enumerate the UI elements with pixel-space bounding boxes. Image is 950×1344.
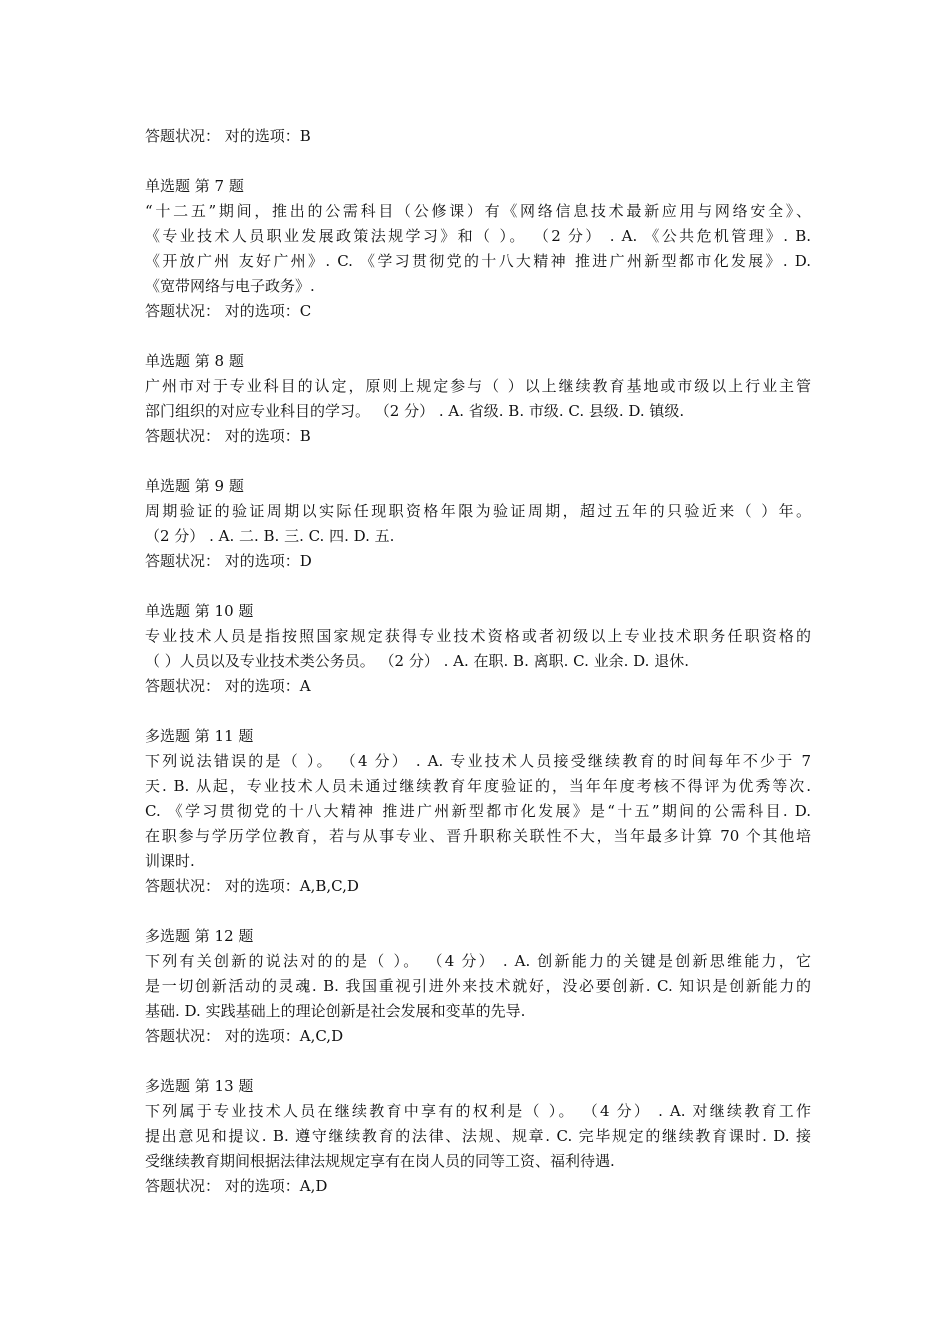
question-block: [145, 349, 811, 449]
question-text-line: 基础. D. 实践基础上的理论创新是社会发展和变革的先导.: [145, 1002, 526, 1020]
spacer: [145, 899, 811, 924]
answer-status: 答题状况： 对的选项：A,B,C,D: [145, 877, 359, 895]
spacer: [145, 149, 811, 174]
question-text-line: 《开放广州 友好广州》. C. 《学习贯彻党的十八大精神 推进广州新型都市化发展》. D.: [145, 252, 811, 270]
answer-status: 答题状况： 对的选项：A,C,D: [145, 1027, 344, 1045]
question-text-line: 提出意见和提议. B. 遵守继续教育的法律、法规、规章. C. 完毕规定的继续教育课时. D. 接: [145, 1127, 811, 1145]
question-header: 单选题 第 8 题: [145, 352, 244, 370]
question-block: [145, 599, 811, 699]
spacer: [145, 1049, 811, 1074]
question-text-line: （ ）人员以及专业技术类公务员。 （2 分） . A. 在职. B. 离职. C. 业余. D. 退休.: [145, 652, 689, 670]
answer-status: 答题状况： 对的选项：A: [145, 677, 311, 695]
answer-status: 答题状况： 对的选项：B: [145, 127, 311, 145]
question-text-line: 受继续教育期间根据法律法规规定享有在岗人员的同等工资、福利待遇.: [145, 1152, 615, 1170]
question-block: [145, 924, 811, 1049]
question-text-line: 《宽带网络与电子政务》.: [145, 277, 315, 295]
answer-status: 答题状况： 对的选项：B: [145, 427, 311, 445]
question-block: [145, 474, 811, 574]
question-block: [145, 1074, 811, 1199]
question-text-line: 是一切创新活动的灵魂. B. 我国重视引进外来技术就好，没必要创新. C. 知识是创新能力的: [145, 977, 811, 995]
question-header: 多选题 第 12 题: [145, 927, 254, 945]
question-header: 多选题 第 13 题: [145, 1077, 254, 1095]
question-text-line: 部门组织的对应专业科目的学习。 （2 分） . A. 省级. B. 市级. C. 县级. D. 镇级.: [145, 402, 685, 420]
question-text-line: 天. B. 从起，专业技术人员未通过继续教育年度验证的，当年年度考核不得评为优秀等次.: [145, 777, 811, 795]
question-text-line: 周期验证的验证周期以实际任现职资格年限为验证周期，超过五年的只验近来（ ）年。: [145, 502, 811, 520]
answer-status: 答题状况： 对的选项：C: [145, 302, 312, 320]
question-text-line: 下列有关创新的说法对的的是（ ）。 （4 分） . A. 创新能力的关键是创新思维能力，它: [145, 952, 811, 970]
question-header: 多选题 第 11 题: [145, 727, 254, 745]
question-block: [145, 174, 811, 324]
spacer: [145, 324, 811, 349]
question-text-line: 《专业技术人员职业发展政策法规学习》和（ ）。 （2 分） . A. 《公共危机管理》. B.: [145, 227, 811, 245]
answer-status: 答题状况： 对的选项：D: [145, 552, 312, 570]
question-header: 单选题 第 10 题: [145, 602, 254, 620]
spacer: [145, 449, 811, 474]
question-header: 单选题 第 7 题: [145, 177, 244, 195]
document-page: [145, 124, 811, 1199]
question-text-line: 下列属于专业技术人员在继续教育中享有的权利是（ ）。 （4 分） . A. 对继续教育工作: [145, 1102, 811, 1120]
question-text-line: 在职参与学历学位教育，若与从事专业、晋升职称关联性不大，当年最多计算 70 个其他培: [145, 827, 811, 845]
question-text-line: 专业技术人员是指按照国家规定获得专业技术资格或者初级以上专业技术职务任职资格的: [145, 627, 811, 645]
answer-status: 答题状况： 对的选项：A,D: [145, 1177, 328, 1195]
question-text-line: 训课时.: [145, 852, 195, 870]
question-text-line: （2 分） . A. 二. B. 三. C. 四. D. 五.: [145, 527, 395, 545]
question-block: [145, 724, 811, 899]
spacer: [145, 699, 811, 724]
question-text-line: 下列说法错误的是（ ）。 （4 分） . A. 专业技术人员接受继续教育的时间每年不少于 7: [145, 752, 811, 770]
question-text-line: 广州市对于专业科目的认定，原则上规定参与（ ）以上继续教育基地或市级以上行业主管: [145, 377, 811, 395]
question-text-line: “十二五”期间，推出的公需科目（公修课）有《网络信息技术最新应用与网络安全》、: [145, 202, 811, 220]
question-text-line: C. 《学习贯彻党的十八大精神 推进广州新型都市化发展》是“十五”期间的公需科目. D.: [145, 802, 811, 820]
question-header: 单选题 第 9 题: [145, 477, 244, 495]
spacer: [145, 574, 811, 599]
